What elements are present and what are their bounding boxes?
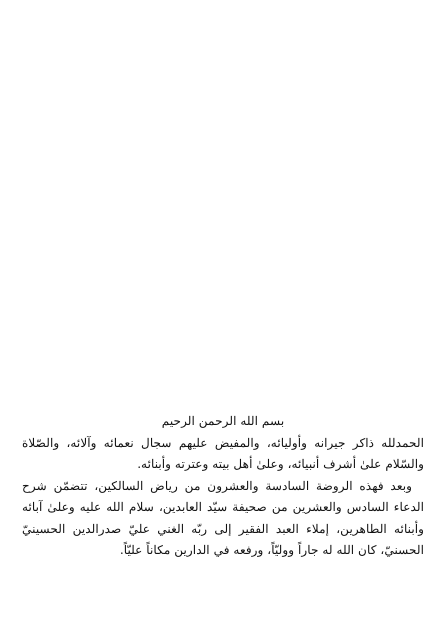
intro-paragraph: وبعد فهذه الروضة السادسة والعشرون من رياض السالكين، تتضمّن شرح الدعاء السادس والعشرين من صحيفة سيّد العابدين، سلام الله عليه وعلىٰ آبائه وأبنائه الطاهرين، إملاء العبد الفقير إلى ربّه الغني عليّ صدرالدين الحسينيّ الحسنيّ، كان الله له جاراً ووليّاً، ورفعه في الدارين مكاناً عليّاً. [22, 478, 424, 557]
opening-paragraph: الحمدلله ذاكر جيرانه وأوليائه، والمفيض عليهم سجال نعمائه وآلائه، والصّلاة والسّلام علىٰ أشرف أنبيائه، وعلىٰ أهل بيته وعترته وأبنائه. [22, 435, 424, 471]
basmala-heading: بسم الله الرحمن الرحيم [161, 414, 285, 428]
text-block [22, 411, 424, 562]
